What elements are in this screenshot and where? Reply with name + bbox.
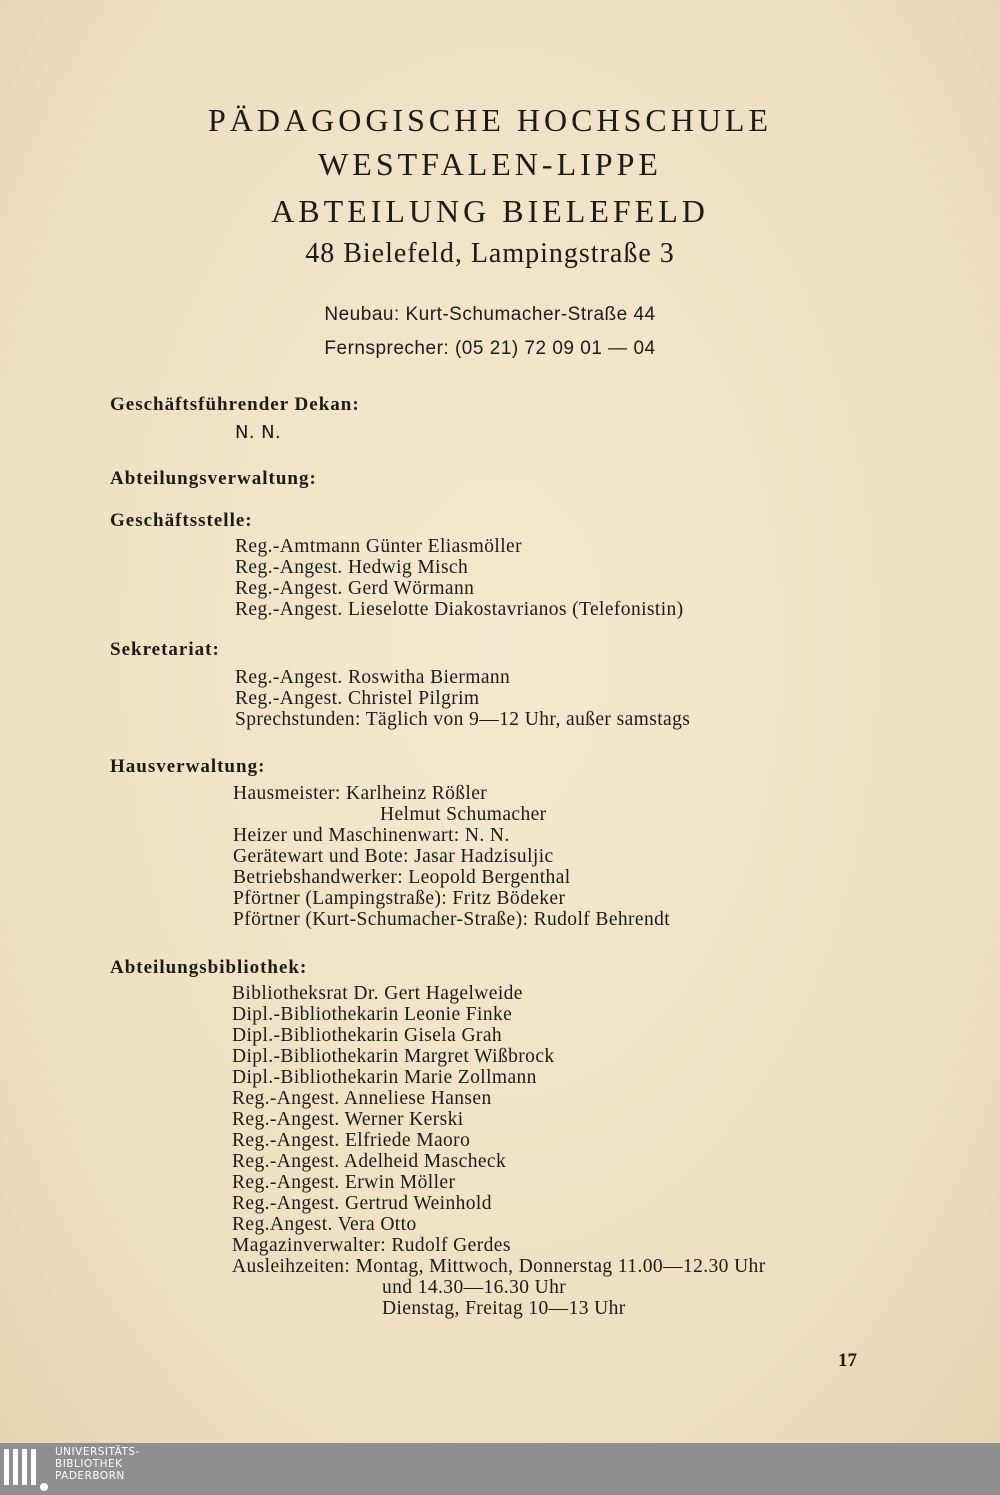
verwaltung-heading: Abteilungsverwaltung: xyxy=(110,468,317,489)
library-name-line-3: PADERBORN xyxy=(55,1470,125,1482)
list-item: Betriebshandwerker: Leopold Bergenthal xyxy=(233,867,571,888)
list-item: Heizer und Maschinenwart: N. N. xyxy=(233,825,510,846)
address-line: 48 Bielefeld, Lampingstraße 3 xyxy=(305,238,675,269)
list-item: Reg.-Angest. Elfriede Maoro xyxy=(232,1130,471,1151)
list-item: Ausleihzeiten: Montag, Mittwoch, Donnerstag 11.00—12.30 Uhr xyxy=(232,1256,766,1277)
list-item: Dipl.-Bibliothekarin Marie Zollmann xyxy=(232,1067,537,1088)
list-item: Sprechstunden: Täglich von 9—12 Uhr, außer samstags xyxy=(235,709,691,730)
list-item: Pförtner (Lampingstraße): Fritz Bödeker xyxy=(233,888,566,909)
dekan-heading: Geschäftsführender Dekan: xyxy=(110,394,360,415)
list-item: Reg.-Angest. Anneliese Hansen xyxy=(232,1088,492,1109)
list-item: Gerätewart und Bote: Jasar Hadzisuljic xyxy=(233,846,554,867)
list-item: Reg.Angest. Vera Otto xyxy=(232,1214,417,1235)
page-number: 17 xyxy=(838,1350,857,1371)
list-item: Reg.-Angest. Gertrud Weinhold xyxy=(232,1193,492,1214)
list-item: Reg.-Angest. Lieselotte Diakostavrianos (Telefonistin) xyxy=(235,599,684,620)
library-name-line-2: BIBLIOTHEK xyxy=(55,1458,123,1470)
title-line-1: PÄDAGOGISCHE HOCHSCHULE xyxy=(207,102,773,138)
list-item: Reg.-Angest. Erwin Möller xyxy=(232,1172,456,1193)
library-name-line-1: UNIVERSITÄTS- xyxy=(55,1446,140,1458)
bibliothek-heading: Abteilungsbibliothek: xyxy=(110,957,308,978)
list-item: Reg.-Amtmann Günter Eliasmöller xyxy=(235,536,522,557)
library-logo-icon xyxy=(4,1447,48,1491)
geschaeftsstelle-heading: Geschäftsstelle: xyxy=(110,510,253,531)
list-item: Dipl.-Bibliothekarin Gisela Grah xyxy=(232,1025,503,1046)
phone-line: Fernsprecher: (05 21) 72 09 01 — 04 xyxy=(324,338,656,359)
list-item: Reg.-Angest. Roswitha Biermann xyxy=(235,667,511,688)
list-item: und 14.30—16.30 Uhr xyxy=(382,1277,567,1298)
list-item: Reg.-Angest. Hedwig Misch xyxy=(235,557,469,578)
sekretariat-heading: Sekretariat: xyxy=(110,639,220,660)
list-item: Bibliotheksrat Dr. Gert Hagelweide xyxy=(232,983,523,1004)
library-name xyxy=(55,1446,140,1482)
list-item: Reg.-Angest. Gerd Wörmann xyxy=(235,578,475,599)
neubau-line: Neubau: Kurt-Schumacher-Straße 44 xyxy=(324,304,656,325)
list-item: Dienstag, Freitag 10—13 Uhr xyxy=(382,1298,626,1319)
list-item: Pförtner (Kurt-Schumacher-Straße): Rudolf Behrendt xyxy=(233,909,671,930)
list-item: Dipl.-Bibliothekarin Margret Wißbrock xyxy=(232,1046,555,1067)
hausverwaltung-heading: Hausverwaltung: xyxy=(110,756,266,777)
list-item: Hausmeister: Karlheinz Rößler xyxy=(233,783,488,804)
title-line-3: ABTEILUNG BIELEFELD xyxy=(271,193,709,229)
library-footer xyxy=(0,1443,1000,1495)
list-item: Reg.-Angest. Werner Kerski xyxy=(232,1109,464,1130)
list-item: Reg.-Angest. Christel Pilgrim xyxy=(235,688,480,709)
list-item: Helmut Schumacher xyxy=(380,804,547,825)
list-item: Magazinverwalter: Rudolf Gerdes xyxy=(232,1235,511,1256)
title-line-2: WESTFALEN-LIPPE xyxy=(318,146,662,182)
dekan-name: N. N. xyxy=(235,422,282,443)
list-item: Reg.-Angest. Adelheid Mascheck xyxy=(232,1151,507,1172)
list-item: Dipl.-Bibliothekarin Leonie Finke xyxy=(232,1004,513,1025)
